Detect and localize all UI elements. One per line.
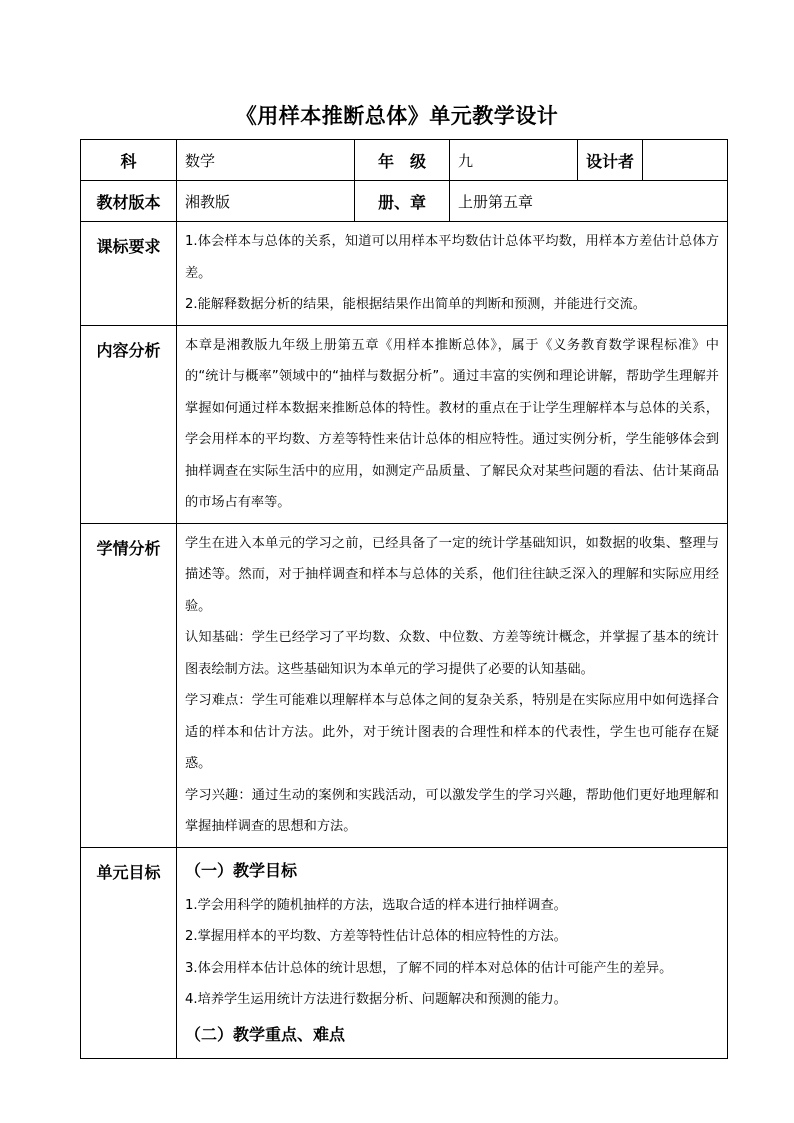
standards-row <box>81 222 728 326</box>
students-paragraph: 学习兴趣：通过生动的案例和实践活动，可以激发学生的学习兴趣，帮助他们更好地理解和掌握抽样调查的思想和方法。 <box>185 787 719 834</box>
standards-cell <box>177 222 728 326</box>
designer-label: 设计者 <box>578 140 643 181</box>
students-paragraph: 学生在进入本单元的学习之前，已经具备了一定的统计学基础知识，如数据的收集、整理与描述等。然而，对于抽样调查和样本与总体的关系，他们往往缺乏深入的理解和实际应用经验。 <box>185 535 719 614</box>
students-paragraph: 学习难点：学生可能难以理解样本与总体之间的复杂关系，特别是在实际应用中如何选择合适的样本和估计方法。此外，对于统计图表的合理性和样本的代表性，学生也可能存在疑惑。 <box>185 693 719 771</box>
students-label: 学情分析 <box>81 523 177 847</box>
goals-label: 单元目标 <box>81 847 177 1058</box>
standards-label: 课标要求 <box>81 222 177 326</box>
grade-label: 年 级 <box>355 140 450 181</box>
edition-value: 湘教版 <box>177 181 355 222</box>
designer-value <box>643 140 728 181</box>
meta-row <box>81 181 728 222</box>
goals-item: 4.培养学生运用统计方法进行数据分析、问题解决和预测的能力。 <box>185 992 567 1007</box>
chapter-value: 上册第五章 <box>450 181 728 222</box>
subject-label: 科 <box>81 140 177 181</box>
content-label: 内容分析 <box>81 325 177 523</box>
goals-item: 2.掌握用样本的平均数、方差等特性估计总体的相应特性的方法。 <box>185 929 567 944</box>
goals-section-title: （二）教学重点、难点 <box>185 1024 346 1044</box>
edition-label: 教材版本 <box>81 181 177 222</box>
lesson-design-table <box>80 139 728 1059</box>
content-text: 本章是湘教版九年级上册第五章《用样本推断总体》，属于《义务教育数学课程标准》中的“统计与概率”领域中的“抽样与数据分析”。通过丰富的实例和理论讲解，帮助学生理解并掌握如何通过样本数据来推断总体的特性。教材的重点在于让学生理解样本与总体的关系，学会用样本的平均数、方差等特性来估计总体的相应特性。通过实例分析，学生能够体会到抽样调查在实际生活中的应用，如测定产品质量、了解民众对某些问题的看法、估计某商品的市场占有率等。 <box>185 337 719 510</box>
goals-row <box>81 847 728 1058</box>
chapter-label: 册、章 <box>355 181 450 222</box>
header-row <box>81 140 728 181</box>
content-cell <box>177 325 728 523</box>
goals-cell <box>177 847 728 1058</box>
goals-section-title: （一）教学目标 <box>185 860 298 880</box>
goals-item: 1.学会用科学的随机抽样的方法，选取合适的样本进行抽样调查。 <box>185 897 567 913</box>
students-row <box>81 523 728 847</box>
standards-item: 2.能解释数据分析的结果，能根据结果作出简单的判断和预测，并能进行交流。 <box>185 297 646 312</box>
content-row <box>81 325 728 523</box>
students-paragraph: 认知基础：学生已经学习了平均数、众数、中位数、方差等统计概念，并掌握了基本的统计图表绘制方法。这些基础知识为本单元的学习提供了必要的认知基础。 <box>185 630 719 677</box>
subject-value: 数学 <box>177 140 355 181</box>
goals-item: 3.体会用样本估计总体的统计思想，了解不同的样本对总体的估计可能产生的差异。 <box>185 960 673 976</box>
grade-value: 九 <box>450 140 578 181</box>
students-cell <box>177 523 728 847</box>
standards-item: 1.体会样本与总体的关系，知道可以用样本平均数估计总体平均数，用样本方差估计总体方差。 <box>185 234 719 281</box>
page-title: 《用样本推断总体》单元教学设计 <box>235 104 559 128</box>
